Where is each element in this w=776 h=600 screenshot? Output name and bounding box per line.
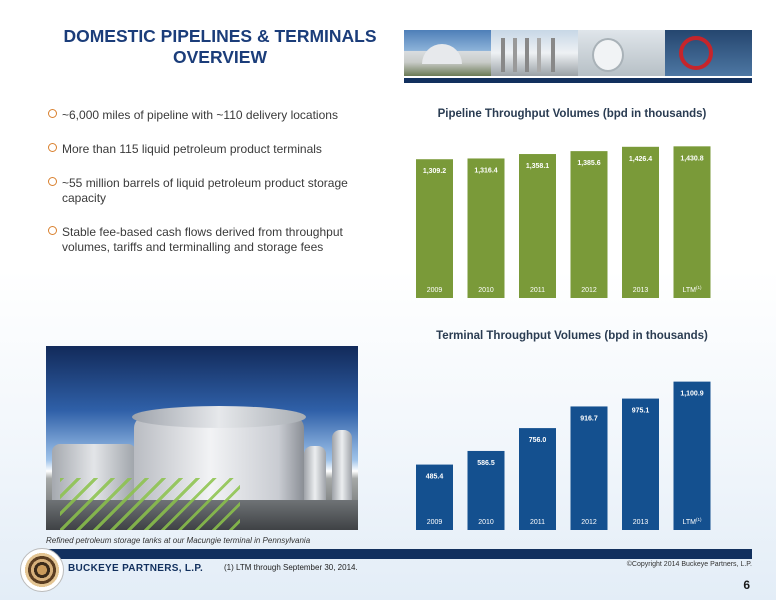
pipeline-facility-photo [491, 30, 578, 76]
category-superscript: (1) [695, 517, 702, 522]
category-label: 2013 [632, 287, 649, 294]
page-title: DOMESTIC PIPELINES & TERMINALS OVERVIEW [63, 26, 377, 67]
circle-bullet-icon [48, 109, 57, 118]
data-label: 1,100.9 [680, 390, 704, 398]
category-label: LTM$^{(1)}$ [682, 517, 702, 526]
category-label: 2011 [529, 287, 546, 294]
category-label: 2010 [478, 287, 494, 294]
valve-worker-photo [665, 30, 752, 76]
bar [622, 147, 659, 298]
terminal-throughput-chart [412, 350, 722, 530]
data-label: 1,316.4 [474, 167, 498, 175]
copyright: ©Copyright 2014 Buckeye Partners, L.P. [626, 561, 752, 568]
category-label: 2013 [632, 519, 649, 526]
data-label: 1,358.1 [525, 163, 550, 171]
page-number: 6 [743, 578, 750, 592]
circle-bullet-icon [48, 177, 57, 186]
footer-divider [46, 549, 752, 559]
bar [468, 158, 505, 298]
category-label: 2011 [529, 519, 546, 526]
data-label: 975.1 [631, 407, 650, 415]
storage-tank-photo [404, 30, 491, 76]
company-name: BUCKEYE PARTNERS, L.P. [68, 563, 204, 574]
category-label: 2012 [581, 287, 597, 294]
bullet-item: ~6,000 miles of pipeline with ~110 delivery locations [48, 108, 368, 123]
category-label: 2009 [426, 519, 443, 526]
category-label: 2010 [478, 519, 494, 526]
bar [416, 159, 453, 298]
circle-bullet-icon [48, 143, 57, 152]
terminal-chart-title: Terminal Throughput Volumes (bpd in thousands) [436, 330, 708, 342]
bar [674, 382, 711, 530]
bar [571, 151, 608, 298]
data-label: 916.7 [580, 415, 598, 423]
category-label: 2012 [581, 519, 597, 526]
category-label: 2009 [426, 287, 443, 294]
data-label: 1,385.6 [577, 160, 601, 168]
data-label: 485.4 [425, 473, 444, 481]
footnote: (1) LTM through September 30, 2014. [224, 563, 358, 572]
data-label: 756.0 [528, 437, 547, 445]
category-label: LTM$^{(1)}$ [682, 285, 702, 294]
pipeline-throughput-chart [412, 128, 722, 300]
circle-bullet-icon [48, 226, 57, 235]
overview-bullet-list [48, 108, 368, 274]
bar [622, 399, 659, 530]
bullet-item: More than 115 liquid petroleum product terminals [48, 142, 368, 157]
storage-tanks-photo [46, 346, 358, 530]
category-superscript: (1) [695, 285, 702, 290]
photo-caption: Refined petroleum storage tanks at our Macungie terminal in Pennsylvania [46, 536, 311, 545]
data-label: 586.5 [477, 459, 495, 467]
header-divider [404, 78, 752, 83]
data-label: 1,309.2 [422, 168, 447, 176]
buckeye-logo-icon [20, 548, 64, 592]
bar [674, 146, 711, 298]
bar [519, 154, 556, 298]
bullet-item: ~55 million barrels of liquid petroleum product storage capacity [48, 176, 368, 206]
bar [571, 406, 608, 530]
bullet-item: Stable fee-based cash flows derived from throughput volumes, tariffs and terminalling and storage fees [48, 225, 368, 255]
header-photo-strip [404, 30, 752, 76]
pipeline-chart-title: Pipeline Throughput Volumes (bpd in thousands) [437, 108, 707, 120]
tank-interior-photo [578, 30, 665, 76]
walkway-railing [60, 478, 240, 530]
data-label: 1,430.8 [680, 155, 704, 163]
data-label: 1,426.4 [628, 155, 653, 163]
